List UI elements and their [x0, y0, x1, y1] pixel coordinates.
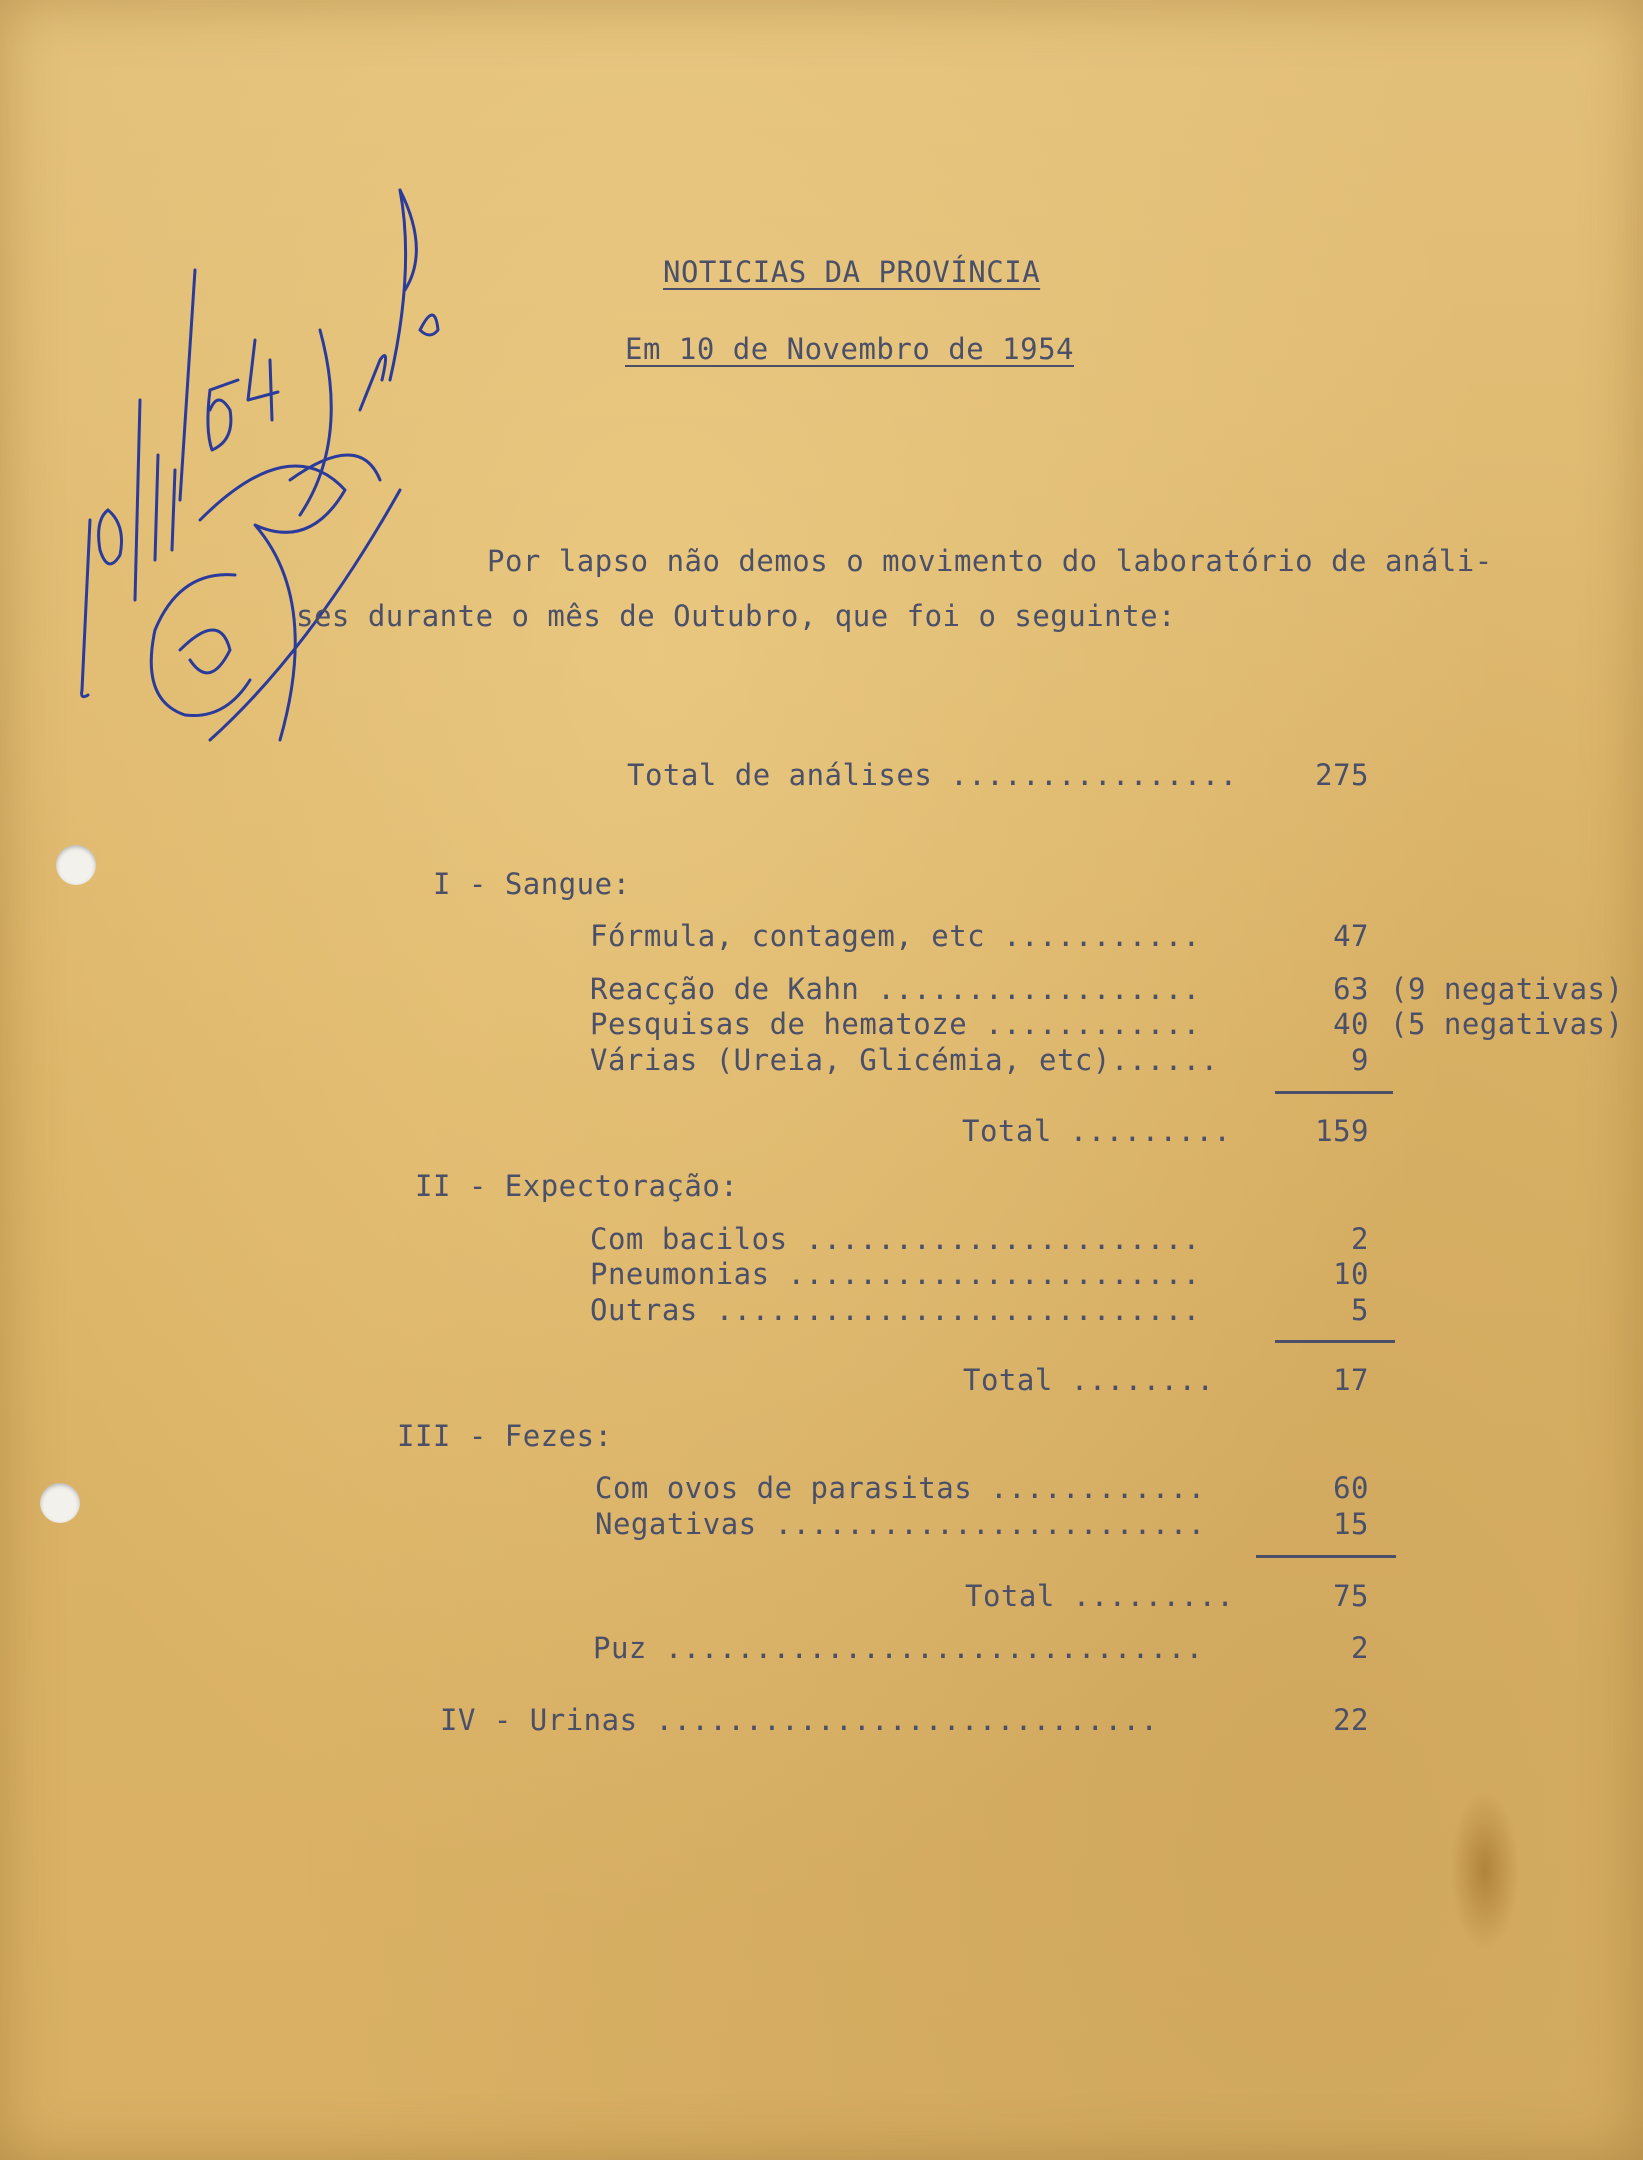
urinas-value: 22 — [1333, 1703, 1369, 1737]
handwritten-signature — [60, 180, 480, 760]
expectoracao-total-value: 17 — [1333, 1363, 1369, 1397]
document-date: Em 10 de Novembro de 1954 — [625, 332, 1074, 366]
section-expectoracao-heading: II - Expectoração: — [415, 1169, 739, 1203]
expectoracao-item-label: Pneumonias ....................... — [590, 1257, 1201, 1291]
sum-rule — [1256, 1555, 1396, 1558]
expectoracao-item-value: 10 — [1333, 1257, 1369, 1291]
punch-hole-bottom — [40, 1483, 80, 1523]
fezes-item-value: 60 — [1333, 1471, 1369, 1505]
stain-mark — [1450, 1790, 1520, 1950]
sum-rule — [1275, 1340, 1395, 1343]
section-fezes-heading: III - Fezes: — [397, 1419, 613, 1453]
expectoracao-total-label: Total ........ — [963, 1363, 1215, 1397]
intro-line-1: Por lapso não demos o movimento do laboratório de análi- — [487, 544, 1493, 578]
total-analises-value: 275 — [1315, 758, 1369, 792]
fezes-total-value: 75 — [1333, 1579, 1369, 1613]
document-title: NOTICIAS DA PROVÍNCIA — [663, 255, 1041, 289]
section-sangue-heading: I - Sangue: — [433, 867, 631, 901]
puz-value: 2 — [1351, 1631, 1369, 1665]
expectoracao-item-value: 2 — [1351, 1222, 1369, 1256]
sangue-item-value: 63 — [1333, 972, 1369, 1006]
total-analises-label: Total de análises ................ — [627, 758, 1238, 792]
fezes-item-value: 15 — [1333, 1507, 1369, 1541]
sangue-item-label: Pesquisas de hematoze ............ — [590, 1007, 1201, 1041]
sum-rule — [1275, 1091, 1393, 1094]
sangue-item-value: 40 — [1333, 1007, 1369, 1041]
expectoracao-item-value: 5 — [1351, 1293, 1369, 1327]
sangue-item-label: Reacção de Kahn .................. — [590, 972, 1201, 1006]
urinas-label: IV - Urinas ............................ — [440, 1703, 1159, 1737]
puz-label: Puz .............................. — [593, 1631, 1204, 1665]
sangue-total-label: Total ......... — [962, 1114, 1232, 1148]
intro-line-2: ses durante o mês de Outubro, que foi o seguinte: — [296, 599, 1177, 633]
punch-hole-top — [56, 845, 96, 885]
fezes-item-label: Com ovos de parasitas ............ — [595, 1471, 1206, 1505]
sangue-item-label: Várias (Ureia, Glicémia, etc)...... — [590, 1043, 1219, 1077]
sangue-item-note: (5 negativas) — [1390, 1007, 1624, 1041]
sangue-item-value: 47 — [1333, 919, 1369, 953]
fezes-item-label: Negativas ........................ — [595, 1507, 1206, 1541]
sangue-total-value: 159 — [1315, 1114, 1369, 1148]
sangue-item-note: (9 negativas) — [1390, 972, 1624, 1006]
sangue-item-value: 9 — [1351, 1043, 1369, 1077]
fezes-total-label: Total ......... — [965, 1579, 1235, 1613]
expectoracao-item-label: Outras ........................... — [590, 1293, 1201, 1327]
sangue-item-label: Fórmula, contagem, etc ........... — [590, 919, 1201, 953]
expectoracao-item-label: Com bacilos ...................... — [590, 1222, 1201, 1256]
